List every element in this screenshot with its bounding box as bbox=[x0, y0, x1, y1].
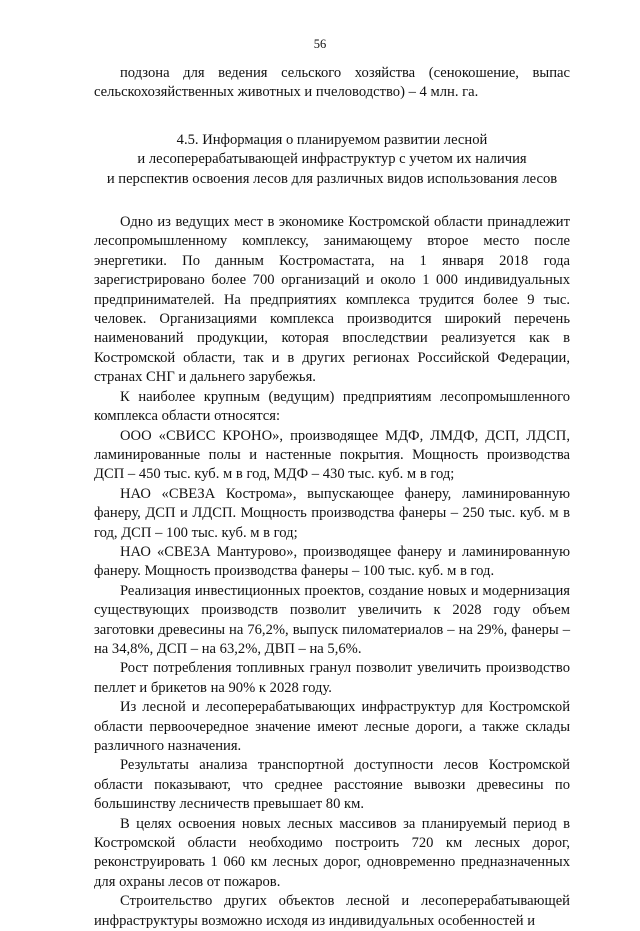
paragraph-investment-projects: Реализация инвестиционных проектов, создание новых и модернизация существующих производств позволит увеличить к 2028 году объем заготовки древесины на 76,2%, выпуск пиломатериалов – на 29%, фанеры – на 34,8%, ДСП – на 63,2%, ДВП – на 5,6%. bbox=[94, 582, 570, 657]
section-heading-line-2: и лесоперерабатывающей инфраструктур с учетом их наличия bbox=[137, 151, 527, 168]
paragraph-major-enterprises-intro: К наиболее крупным (ведущим) предприятиям лесопромышленного комплекса области относятся: bbox=[94, 388, 570, 425]
paragraph-swiss-krono: ООО «СВИСС КРОНО», производящее МДФ, ЛМДФ, ДСП, ЛДСП, ламинированные полы и настенные покрытия. Мощность производства ДСП – 450 тыс. куб. м в год, МДФ – 430 тыс. куб. м в год; bbox=[94, 427, 570, 483]
paragraph-other-infrastructure: Строительство других объектов лесной и лесоперерабатывающей инфраструктуры возможно исходя из индивидуальных особенностей и bbox=[94, 893, 570, 929]
section-heading-line-3: и перспектив освоения лесов для различных видов использования лесов bbox=[106, 170, 558, 187]
page-number: 56 bbox=[313, 37, 327, 51]
paragraph-transport-accessibility: Результаты анализа транспортной доступности лесов Костромской области показывают, что среднее расстояние вывозки древесины по большинству лесничеств превышает 80 км. bbox=[94, 757, 570, 813]
paragraph-sveza-manturovo: НАО «СВЕЗА Мантурово», производящее фанеру и ламинированную фанеру. Мощность производства фанеры – 100 тыс. куб. м в год. bbox=[94, 543, 570, 580]
section-heading-line-1: 4.5. Информация о планируемом развитии лесной bbox=[176, 131, 488, 148]
paragraph-forest-roads-priority: Из лесной и лесоперерабатывающих инфраструктур для Костромской области первоочередное значение имеют лесные дороги, а также склады различного назначения. bbox=[94, 699, 570, 754]
intro-paragraph: подзона для ведения сельского хозяйства (сенокошение, выпас сельскохозяйственных животных и пчеловодство) – 4 млн. га. bbox=[94, 65, 570, 101]
paragraph-road-construction: В целях освоения новых лесных массивов за планируемый период в Костромской области необходимо построить 720 км лесных дорог, реконструировать 1 060 км лесных дорог, одновременно предназначенных для охраны лесов от пожаров. bbox=[94, 815, 570, 890]
section-heading bbox=[94, 131, 570, 189]
paragraph-sveza-kostroma: НАО «СВЕЗА Кострома», выпускающее фанеру, ламинированную фанеру, ДСП и ЛДСП. Мощность производства фанеры – 250 тыс. куб. м в год, ДСП – 100 тыс. куб. м в год; bbox=[94, 485, 570, 541]
document-body bbox=[94, 64, 570, 931]
paragraph-industry-overview: Одно из ведущих мест в экономике Костромской области принадлежит лесопромышленному комплексу, занимающему второе место после энергетики. По данным Костромастата, на 1 января 2018 года зарегистрировано более 700 организаций и около 1 000 индивидуальных предпринимателей. На предприятиях комплекса трудится более 9 тыс. человек. Организациями комплекса производится широкий перечень наименований продукции, которая впоследствии реализуется как в Костромской области, так и в других регионах Российской Федерации, странах СНГ и дальнего зарубежья. bbox=[94, 214, 570, 386]
paragraph-fuel-pellets: Рост потребления топливных гранул позволит увеличить производство пеллет и брикетов на 90% к 2028 году. bbox=[94, 660, 570, 696]
